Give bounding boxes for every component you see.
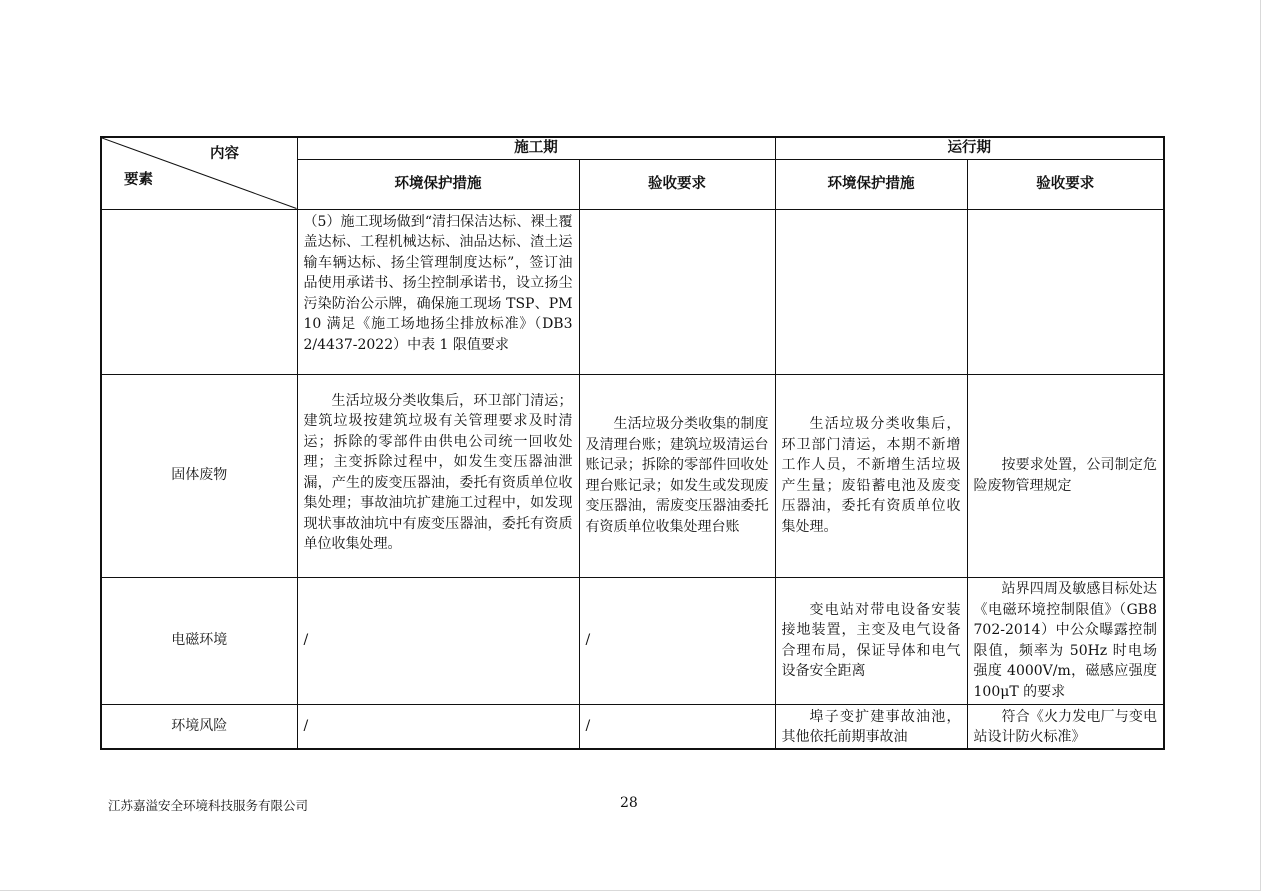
construction-measures-header: 环境保护措施 bbox=[297, 159, 579, 209]
operation-measure-cell: 埠子变扩建事故油池，其他依托前期事故油 bbox=[775, 704, 967, 749]
header-row-1 bbox=[101, 137, 1164, 159]
construction-measure-cell: / bbox=[297, 704, 579, 749]
construction-measure-cell: / bbox=[297, 577, 579, 704]
operation-period-header: 运行期 bbox=[775, 137, 1164, 159]
construction-acceptance-cell: / bbox=[579, 704, 775, 749]
operation-measure-cell: 生活垃圾分类收集后，环卫部门清运，本期不新增工作人员，不新增生活垃圾产生量；废铅蓄电池及废变压器油，委托有资质单位收集处理。 bbox=[775, 374, 967, 577]
operation-acceptance-cell: 符合《火力发电厂与变电站设计防火标准》 bbox=[967, 704, 1164, 749]
operation-acceptance-cell bbox=[967, 209, 1164, 374]
diagonal-header-cell bbox=[101, 137, 297, 209]
element-cell: 固体废物 bbox=[101, 374, 297, 577]
construction-measure-cell: （5）施工现场做到“清扫保洁达标、裸土覆盖达标、工程机械达标、油品达标、渣土运输车辆达标、扬尘管理制度达标”，签订油品使用承诺书、扬尘控制承诺书，设立扬尘污染防治公示牌，确保施工现场 TSP、PM10 满足《施工场地扬尘排放标准》（DB32/4437-2022）中表 1 限值要求 bbox=[297, 209, 579, 374]
construction-acceptance-header: 验收要求 bbox=[579, 159, 775, 209]
content-label: 内容 bbox=[210, 145, 239, 162]
table-row bbox=[101, 209, 1164, 374]
table-row bbox=[101, 704, 1164, 749]
page-number: 28 bbox=[620, 795, 638, 811]
operation-acceptance-header: 验收要求 bbox=[967, 159, 1164, 209]
construction-acceptance-cell: 生活垃圾分类收集的制度及清理台账；建筑垃圾清运台账记录；拆除的零部件回收处理台账记录；如发生或发现废变压器油，需废变压器油委托有资质单位收集处理台账 bbox=[579, 374, 775, 577]
environmental-measures-table bbox=[100, 136, 1165, 750]
operation-measures-header: 环境保护措施 bbox=[775, 159, 967, 209]
construction-acceptance-cell: / bbox=[579, 577, 775, 704]
footer-company-name: 江苏嘉溢安全环境科技服务有限公司 bbox=[108, 798, 309, 813]
element-cell: 环境风险 bbox=[101, 704, 297, 749]
table-row bbox=[101, 577, 1164, 704]
operation-acceptance-cell: 按要求处置，公司制定危险废物管理规定 bbox=[967, 374, 1164, 577]
element-cell bbox=[101, 209, 297, 374]
element-cell: 电磁环境 bbox=[101, 577, 297, 704]
operation-measure-cell bbox=[775, 209, 967, 374]
construction-period-header: 施工期 bbox=[297, 137, 775, 159]
operation-acceptance-cell: 站界四周及敏感目标处达《电磁环境控制限值》（GB8702-2014）中公众曝露控制限值，频率为 50Hz 时电场强度 4000V/m，磁感应强度 100μT 的要求 bbox=[967, 577, 1164, 704]
construction-acceptance-cell bbox=[579, 209, 775, 374]
element-label: 要素 bbox=[124, 171, 153, 188]
operation-measure-cell: 变电站对带电设备安装接地装置，主变及电气设备合理布局，保证导体和电气设备安全距离 bbox=[775, 577, 967, 704]
table-row bbox=[101, 374, 1164, 577]
construction-measure-cell: 生活垃圾分类收集后，环卫部门清运；建筑垃圾按建筑垃圾有关管理要求及时清运；拆除的零部件由供电公司统一回收处理；主变拆除过程中，如发生变压器油泄漏，产生的废变压器油，委托有资质单位收集处理；事故油坑扩建施工过程中，如发现现状事故油坑中有废变压器油，委托有资质单位收集处理。 bbox=[297, 374, 579, 577]
